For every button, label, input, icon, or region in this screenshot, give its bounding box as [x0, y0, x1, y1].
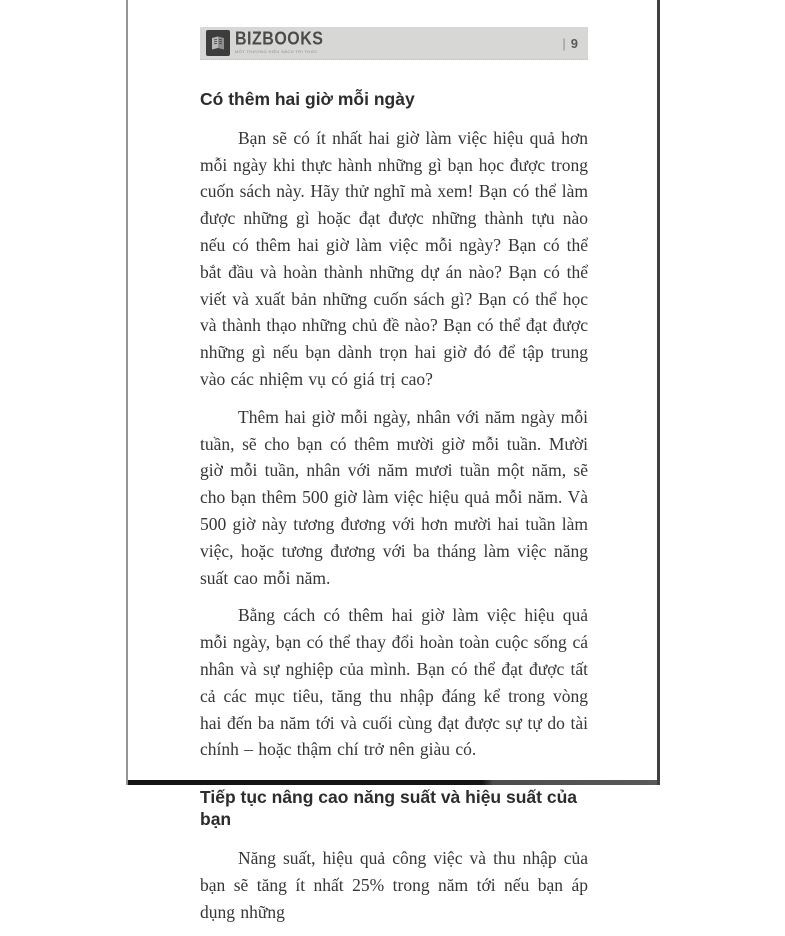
- page-number: 9: [570, 35, 578, 51]
- paragraph-1: Bạn sẽ có ít nhất hai giờ làm việc hiệu quả hơn mỗi ngày khi thực hành những gì bạn học được trong cuốn sách này. Hãy thử nghĩ mà xem! Bạn có thể làm được những gì hoặc đạt được những thành tựu nào nếu có thêm hai giờ làm việc mỗi ngày? Bạn có thể bắt đầu và hoàn thành những dự án nào? Bạn có thể viết và xuất bản những cuốn sách gì? Bạn có thể học và thành thạo những chủ đề nào? Bạn có thể đạt được những gì nếu bạn dành trọn hai giờ đó để tập trung vào các nhiệm vụ có giá trị cao?: [200, 127, 588, 390]
- book-page: [126, 0, 660, 922]
- page-content: [200, 89, 588, 925]
- paragraph-3: Bằng cách có thêm hai giờ làm việc hiệu quả mỗi ngày, bạn có thể thay đổi hoàn toàn cuộc sống cá nhân và sự nghiệp của mình. Bạn có thể đạt được tất cả các mục tiêu, tăng thu nhập đáng kể trong vòng hai đến ba năm tới và cuối cùng đạt được sự tự do tài chính – hoặc thậm chí trở nên giàu có.: [200, 605, 588, 760]
- page-header: [200, 27, 588, 60]
- section-heading-2: Tiếp tục nâng cao năng suất và hiệu suất của bạn: [200, 787, 577, 830]
- publisher-brand: [206, 30, 323, 56]
- brand-name: BIZBOOKS: [235, 29, 324, 50]
- section-heading-1: Có thêm hai giờ mỗi ngày: [200, 89, 415, 109]
- paragraph-4: Năng suất, hiệu quả công việc và thu nhập của bạn sẽ tăng ít nhất 25% trong năm tới nếu bạn áp dụng những: [200, 847, 588, 922]
- brand-tagline: MỘT THƯƠNG HIỆU SÁCH TRI THỨC: [235, 49, 318, 54]
- page-number-indicator: [562, 36, 578, 51]
- page-number-divider: |: [562, 35, 566, 51]
- bizbooks-logo-icon: [206, 30, 230, 56]
- page-bottom-edge: [128, 780, 657, 785]
- paragraph-2: Thêm hai giờ mỗi ngày, nhân với năm ngày mỗi tuần, sẽ cho bạn có thêm mười giờ mỗi tuần. Mười giờ mỗi tuần, nhân với năm mươi tuần một năm, sẽ cho bạn thêm 500 giờ làm việc hiệu quả mỗi năm. Và 500 giờ này tương đương với hơn mười hai tuần làm việc, hoặc tương đương với ba tháng làm việc năng suất cao mỗi năm.: [200, 406, 588, 588]
